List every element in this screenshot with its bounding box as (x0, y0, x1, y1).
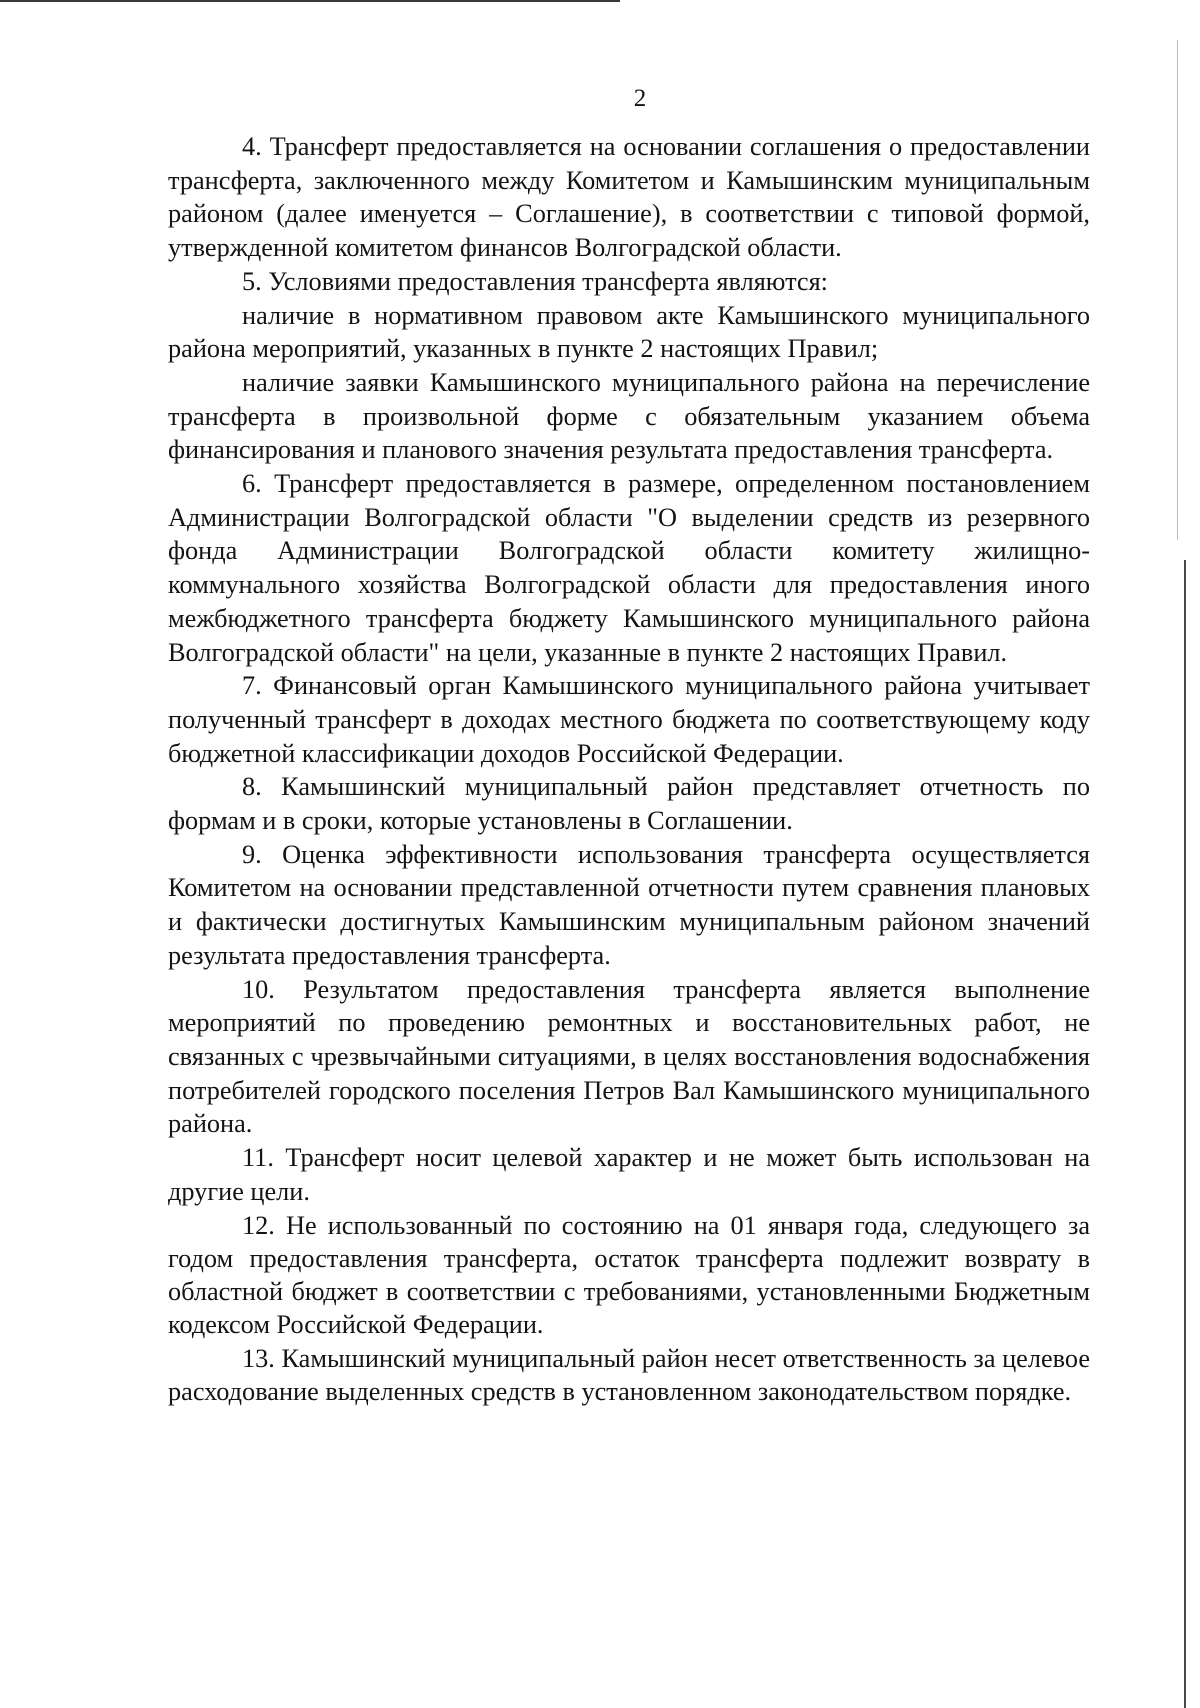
document-body (168, 130, 1090, 1408)
paragraph-6: 6. Трансферт предоставляется в размере, определенном постановлением Администрации Волгоградской области "О выделении средств из резервного фонда Администрации Волгоградской области комитету жилищно-коммунального хозяйства Волгоградской области для предоставления иного межбюджетного трансферта бюджету Камышинского муниципального района Волгоградской области" на цели, указанные в пункте 2 настоящих Правил. (168, 469, 1090, 667)
scan-edge-top (0, 0, 620, 2)
paragraph-5-condition-1: наличие в нормативном правовом акте Камышинского муниципального района мероприятий, указанных в пункте 2 настоящих Правил; (168, 300, 1090, 364)
paragraph-8: 8. Камышинский муниципальный район представляет отчетность по формам и в сроки, которые установлены в Соглашении. (168, 772, 1090, 836)
paragraph-5: 5. Условиями предоставления трансферта являются: (242, 266, 828, 296)
scan-edge-right (1184, 560, 1186, 1708)
paragraph-9: 9. Оценка эффективности использования трансферта осуществляется Комитетом на основании представленной отчетности путем сравнения плановых и фактически достигнутых Камышинским муниципальным районом значений результата предоставления трансферта. (168, 839, 1090, 970)
paragraph-13: 13. Камышинский муниципальный район несет ответственность за целевое расходование выделенных средств в установленном законодательством порядке. (168, 1343, 1090, 1406)
page-number: 2 (633, 85, 647, 112)
paragraph-10: 10. Результатом предоставления трансферта является выполнение мероприятий по проведению ремонтных и восстановительных работ, не связанных с чрезвычайными ситуациями, в целях восстановления водоснабжения потребителей городского поселения Петров Вал Камышинского муниципального района. (168, 974, 1090, 1139)
paragraph-5-condition-2: наличие заявки Камышинского муниципального района на перечисление трансферта в произвольной форме с обязательным указанием объема финансирования и планового значения результата предоставления трансферта. (168, 367, 1090, 465)
paragraph-4: 4. Трансферт предоставляется на основании соглашения о предоставлении трансферта, заключенного между Комитетом и Камышинским муниципальным районом (далее именуется – Соглашение), в соответствии с типовой формой, утвержденной комитетом финансов Волгоградской области. (168, 132, 1090, 263)
scan-edge-right-faint (1177, 40, 1178, 540)
paragraph-12: 12. Не использованный по состоянию на 01 января года, следующего за годом предоставления трансферта, остаток трансферта подлежит возврату в областной бюджет в соответствии с требованиями, установленными Бюджетным кодексом Российской Федерации. (168, 1210, 1090, 1340)
paragraph-7: 7. Финансовый орган Камышинского муниципального района учитывает полученный трансферт в доходах местного бюджета по соответствующему коду бюджетной классификации доходов Российской Федерации. (168, 671, 1090, 768)
paragraph-11: 11. Трансферт носит целевой характер и не может быть использован на другие цели. (168, 1143, 1090, 1206)
